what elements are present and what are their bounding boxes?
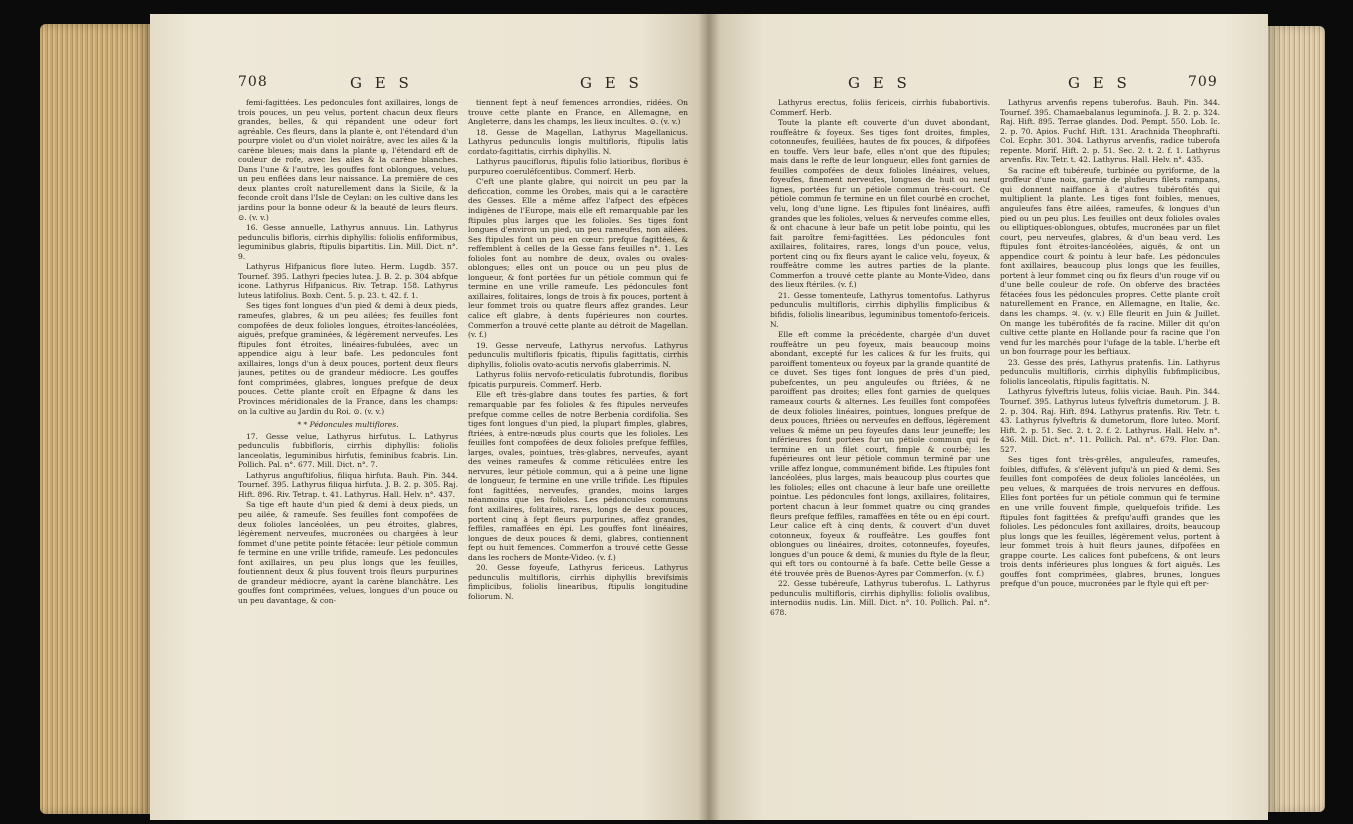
- paragraph: Sa tige eft haute d'un pied & demi à deux pieds, un peu ailée, & rameufe. Ses feuilles font compofées de deux folioles lancéolées, un peu étroites, glabres, légèrement nerveufes, mucronées ou chargées à leur fommet d'une petite pointe fétacée: leur pétiole commun fe termine en une vrille trifide, rameufe. Les pedoncules font axillaires, un peu plus longs que les feuilles, foutiennent deux & plus fouvent trois fleurs purpurines de grandeur médiocre, ayant la carène blanchâtre. Les gouffes font comprimées, velues, longues d'un pouce ou un peu davantage, & con-: [238, 500, 458, 605]
- paragraph: Toute la plante eft couverte d'un duvet abondant, rouffeâtre & foyeux. Ses tiges font droites, fimples, cotonneufes, feuillées, hautes de fix pouces, & difpofées en touffe. Vers leur bafe, elles n'ont que des ftipules; mais dans le refte de leur longueur, elles font garnies de feuilles compofées de deux folioles linéaires, velues, foyeufes, finement nerveufes, longues de huit ou neuf lignes, portées fur un pétiole commun très-court. Ce pétiole commun fe termine en un filet courbé en crochet, velu, long d'une ligne. Les ftipules font linéaires, auffi grandes que les folioles, velues & nerveufes comme elles, & ont chacune à leur bafe un petit lobe pointu, qui les fait paroître femi-fagittées. Les pédoncules font axillaires, folitaires, rares, longs d'un pouce, velus, portent cinq ou fix fleurs ayant le calice velu, foyeux, & rouffeâtre comme les autres parties de la plante. Commerfon a trouvé cette plante au Monte-Video, dans des lieux ftériles. (v. f.): [770, 118, 990, 290]
- paragraph: 19. Gesse nerveufe, Lathyrus nervofus. Lathyrus pedunculis multifloris fpicatis, ftipulis fagittatis, cirrhis diphyllis, foliolis ovato-acutis nervofis glaberrimis. N.: [468, 340, 688, 369]
- left-page-column-1: [238, 98, 458, 606]
- paragraph: Lathyrus pauciflorus, ftipulis folio latioribus, floribus è purpureo coeruléfcentibus. Commerf. Herb.: [468, 157, 688, 176]
- page-number-left: 708: [238, 74, 268, 90]
- book-gutter: [698, 14, 720, 820]
- right-running-head: [708, 74, 1268, 96]
- running-head-title-right-col2: G E S: [1068, 74, 1131, 92]
- paragraph: Lathyrus foliis nervofo-reticulatis fubrotundis, floribus fpicatis purpureis. Commerf. Herb.: [468, 370, 688, 389]
- running-head-title-right-col1: G E S: [848, 74, 911, 92]
- paragraph: Lathyrus erectus, foliis fericeis, cirrhis fubabortivis. Commerf. Herb.: [770, 98, 990, 117]
- paragraph: tiennent fept à neuf femences arrondies, ridées. On trouve cette plante en France, en Allemagne, en Angleterre, dans les champs, les lieux incultes. ⊙. (v. v.): [468, 98, 688, 127]
- left-page: [150, 14, 708, 820]
- paragraph: C'eft une plante glabre, qui noircit un peu par la deficcation, comme les Orobes, mais qui a le caractère des Gesses. Elle a même affez l'afpect des efpèces indigènes de l'Europe, mais elle eft remarquable par les ftipules plus larges que les folioles. Ses tiges font longues d'environ un pied, un peu rameufes, non ailées. Ses ftipules font un peu en cœur: prefque fagittées, & reffemblent à celles de la Gesse fans feuilles n°. 1. Les folioles font au nombre de deux, ovales ou ovales-oblongues; elles ont un pouce ou un peu plus de longueur, & font portées fur un pétiole commun qui fe termine en une vrille rameufe. Les pédoncules font axillaires, folitaires, longs de trois à fix pouces, portent à leur fommet trois ou quatre fleurs affez grandes. Leur calice eft glabre, à dents fupérieures non courtes. Commerfon a trouvé cette plante au détroit de Magellan. (v. f.): [468, 177, 688, 340]
- paragraph: 20. Gesse foyeufe, Lathyrus fericeus. Lathyrus pedunculis multifloris, cirrhis diphyllis brevifsimis fimplicibus, foliolis linearibus, ftipulis longitudine foliorum. N.: [468, 563, 688, 601]
- right-page-column-2: [1000, 98, 1220, 590]
- section-heading: * * Pédoncules multiflores.: [297, 420, 399, 430]
- paragraph: 16. Gesse annuelle, Lathyrus annuus. Lin. Lathyrus pedunculis bifloris, cirrhis diphyllis: foliolis enfiformibus, leguminibus glabris, ftipulis bipartitis. Lin. Mill. Dict. n°. 9.: [238, 223, 458, 261]
- paragraph: Lathyrus Hifpanicus flore luteo. Herm. Lugdb. 357. Tournef. 395. Lathyri fpecies lutea. J. B. 2. p. 304 abfque icone. Lathyrus Hifpanicus. Riv. Tetrap. 158. Lathyrus luteus latifolius. Boxb. Cent. 5. p. 23. t. 42. f. 1.: [238, 262, 458, 300]
- paragraph: 22. Gesse tubéreufe, Lathyrus tuberofus. L. Lathyrus pedunculis multifloris, cirrhis diphyllis: foliolis ovalibus, internodiis nudis. Lin. Mill. Dict. n°. 10. Pollich. Pal. n°. 678.: [770, 579, 990, 617]
- paragraph: femi-fagittées. Les pedoncules font axillaires, longs de trois pouces, un peu velus, portent chacun deux fleurs grandes, belles, & qui répandent une odeur fort agréable. Ces fleurs, dans la plante è, ont l'étendard d'un pourpre violet ou d'un violet noirâtre, avec les ailes & la carène bleues; mais dans la plante φ, l'étendard eft de couleur de rofe, avec les ailes & la carène blanches. Dans l'une & l'autre, les gouffes font oblongues, velues, un peu enflées dans leur naissance. La première de ces deux plantes croît naturellement dans la Sicile, & la feconde croît dans l'Isle de Ceylan: on les cultive dans les jardins pour la bonne odeur & la beauté de leurs fleurs. ⊙. (v. v.): [238, 98, 458, 222]
- paragraph: Elle eft très-glabre dans toutes fes parties, & fort remarquable par fes folioles & fes ftipules nerveufes prefque comme celles de notre Berbenia cordifolia. Ses tiges font longues d'un pied, la plupart fimples, glabres, ftriées, à entre-nœuds plus courts que les folioles. Les feuilles font compofées de deux folioles prefque feffiles, larges, ovales, pointues, très-glabres, nerveufes, ayant des veines rameufes & comme réticulées entre les nervures, leur pétiole commun, qui a à peine une ligne de longueur, fe termine en une vrille trifide. Les ftipules font fagittées, nerveufes, grandes, moins larges néanmoins que les folioles. Les pédoncules communs font axillaires, folitaires, rares, longs de deux pouces, portent cinq à fept fleurs purpurines, affez grandes, feffiles, ramaffées en épi. Les gouffes font linéaires, longues de deux pouces & demi, glabres, contiennent fept ou huit femences. Commerfon a trouvé cette Gesse dans les rochers de Monte-Video. (v. f.): [468, 390, 688, 562]
- left-running-head: [150, 74, 708, 96]
- paragraph: Sa racine eft tubéreufe, turbinée ou pyriforme, de la groffeur d'une noix, garnie de plufieurs filets rampans, qui donnent naiffance à d'autres tubérofités qui multiplient la plante. Les tiges font foibles, menues, anguleufes fans être ailées, rameufes, & longues d'un pied ou un peu plus. Les feuilles ont deux folioles ovales ou elliptiques-oblongues, obtufes, mucronées par un filet court, peu nerveufes, glabres, & d'un beau verd. Les ftipules font étroites-lancéolées, aiguës, & ont un appendice court & pointu à leur bafe. Les pédoncules font axillaires, beaucoup plus longs que les feuilles, portent à leur fommet cinq ou fix fleurs d'un rouge vif ou d'une belle couleur de rofe. On obferve des bractées fétacées fous les pédoncules propres. Cette plante croît naturellement en France, en Allemagne, en Italie, &c. dans les champs. ♃. (v. v.) Elle fleurit en Juin & Juillet. On mange les tubérofités de fa racine. Miller dit qu'on cultive cette plante en Hollande pour fa racine que l'on vend fur les marchés pour l'ufage de la table. L'herbe eft un bon fourrage pour les beftiaux.: [1000, 165, 1220, 357]
- left-page-edges: [40, 24, 152, 814]
- paragraph: Ses tiges font très-grêles, anguleufes, rameufes, foibles, diffufes, & s'élèvent jufqu'à un pied & demi. Ses feuilles font compofées de deux folioles lancéolées, un peu velues, & marquées de trois nervures en deffous. Elles font portées fur un pétiole commun qui fe termine en une vrille fouvent fimple, quelquefois trifide. Les ftipules font fagittées & prefqu'auffi grandes que les folioles. Les pédoncules font axillaires, droits, beaucoup plus longs que les feuilles, légèrement velus, portent à leur fommet trois à huit fleurs jaunes, difpofées en grappe courte. Les calices font pubefcens, & ont leurs trois dents inférieures plus longues & fort aiguës. Les gouffes font comprimées, glabres, brunes, longues prefque d'un pouce, mucronées par le ftyle qui eft per-: [1000, 455, 1220, 589]
- paragraph: 18. Gesse de Magellan, Lathyrus Magellanicus. Lathyrus pedunculis longis multifloris, ftipulis latis cordato-fagittatis, cirrhis diphyllis. N.: [468, 127, 688, 156]
- paragraph: 23. Gesse des prés, Lathyrus pratenfis. Lin. Lathyrus pedunculis multifloris, cirrhis diphyllis fubfimplicibus, foliolis lanceolatis, ftipulis fagittatis. N.: [1000, 357, 1220, 386]
- paragraph: 17. Gesse velue, Lathyrus hirfutus. L. Lathyrus pedunculis fubbifloris, cirrhis diphyllis: foliolis lanceolatis, leguminibus hirfutis, feminibus fcabris. Lin. Pollich. Pal. n°. 677. Mill. Dict. n°. 7.: [238, 431, 458, 470]
- open-book: [40, 14, 1325, 820]
- paragraph: 21. Gesse tomenteufe, Lathyrus tomentofus. Lathyrus pedunculis multifloris, cirrhis diphyllis fimplicibus & bifidis, foliolis linearibus, leguminibus tomentofo-fericeis. N.: [770, 290, 990, 329]
- right-page: [708, 14, 1268, 820]
- running-head-title-left-col2: G E S: [580, 74, 643, 92]
- running-head-title-left-col1: G E S: [350, 74, 413, 92]
- left-page-column-2: [468, 98, 688, 602]
- right-page-edges: [1267, 26, 1325, 812]
- right-page-column-1: [770, 98, 990, 619]
- paragraph: Ses tiges font longues d'un pied & demi à deux pieds, rameufes, glabres, & un peu ailées; fes feuilles font compofées de deux folioles longues, étroites-lancéolées, aiguës, prefque graminées, & légèrement nerveufes. Les ftipules font étroites, linéaires-fubulées, avec un appendice aigu à leur bafe. Les pedoncules font axillaires, longs d'un à deux pouces, portent deux fleurs jaunes, petites ou de grandeur médiocre. Les gouffes font comprimées, glabres, longues prefque de deux pouces. Cette plante croît en Efpagne & dans les Provinces méridionales de la France, dans les champs: on la cultive au Jardin du Roi. ⊙. (v. v.): [238, 301, 458, 416]
- page-number-right: 709: [1188, 74, 1218, 90]
- paragraph: Lathyrus arvenfis repens tuberofus. Bauh. Pin. 344. Tournef. 395. Chamaebalanus leguminofa. J. B. 2. p. 324. Raj. Hift. 895. Terrae glandes. Dod. Pempt. 550. Lob. Ic. 2. p. 70. Apios. Fuchf. Hift. 131. Arachnida Theophrafti. Col. Ecphr. 301. 304. Lathyrus arvenfis, radice tuberofa repente. Morif. Hift. 2. p. 51. Sec. 2. t. 2. f. 1. Lathyrus arvenfis. Riv. Tetr. t. 42. Lathyrus. Hall. Helv. n°. 435.: [1000, 98, 1220, 165]
- paragraph: Lathyrus anguftifolius, filiqua hirfuta. Bauh. Pin. 344. Tournef. 395. Lathyrus filiqua hirfuta. J. B. 2. p. 305. Raj. Hift. 896. Riv. Tetrap. t. 41. Lathyrus. Hall. Helv. n°. 437.: [238, 470, 458, 499]
- paragraph: Lathyrus fylveftris luteus, foliis viciae. Bauh. Pin. 344. Tournef. 395. Lathyrus luteus fylveftris dumetorum. J. B. 2. p. 304. Raj. Hift. 894. Lathyrus pratenfis. Riv. Tetr. t. 43. Lathyrus fylveftris & dumetorum, flore luteo. Morif. Hift. 2. p. 51. Sec. 2. t. 2. f. 2. Lathyrus. Hall. Helv. n°. 436. Mill. Dict. n°. 11. Pollich. Pal. n°. 679. Flor. Dan. 527.: [1000, 387, 1220, 454]
- paragraph: Elle eft comme la précédente, chargée d'un duvet rouffeâtre un peu foyeux, mais beaucoup moins abondant, excepté fur les calices & fur les fruits, qui paroiffent tomenteux ou foyeux par la grande quantité de ce duvet. Ses tiges font longues de près d'un pied, pubefcentes, un peu anguleufes ou ftriées, & ne paroiffent pas droites; elles font garnies de quelques rameaux courts & alternes. Les feuilles font compofées de deux folioles linéaires, pointues, longues prefque de deux pouces, ftriées ou nerveufes en deffous, légèrement velues & même un peu foyeufes dans leur jeuneffe; les inférieures font portées fur un pétiole commun qui fe termine en un filet court, fimple & courbé; les fupérieures ont leur pétiole commun terminé par une vrille affez longue, communément bifide. Les ftipules font lancéolées, plus larges, mais beaucoup plus courtes que les folioles; elles ont chacune à leur bafe une oreillette pointue. Les pédoncules font longs, axillaires, folitaires, portent chacun à leur fommet quatre ou cinq grandes fleurs prefque feffiles, ramaffées en tête ou en épi court. Leur calice eft à cinq dents, & couvert d'un duvet cotonneux, foyeux & rouffeâtre. Les gouffes font oblongues ou linéaires, droites, cotonneufes, foyeufes, longues d'un pouce & demi, & munies du ftyle de la fleur, qui eft tors ou contourné à fa bafe. Cette belle Gesse a été trouvée près de Buenos-Ayres par Commerfon. (v. f.): [770, 330, 990, 578]
